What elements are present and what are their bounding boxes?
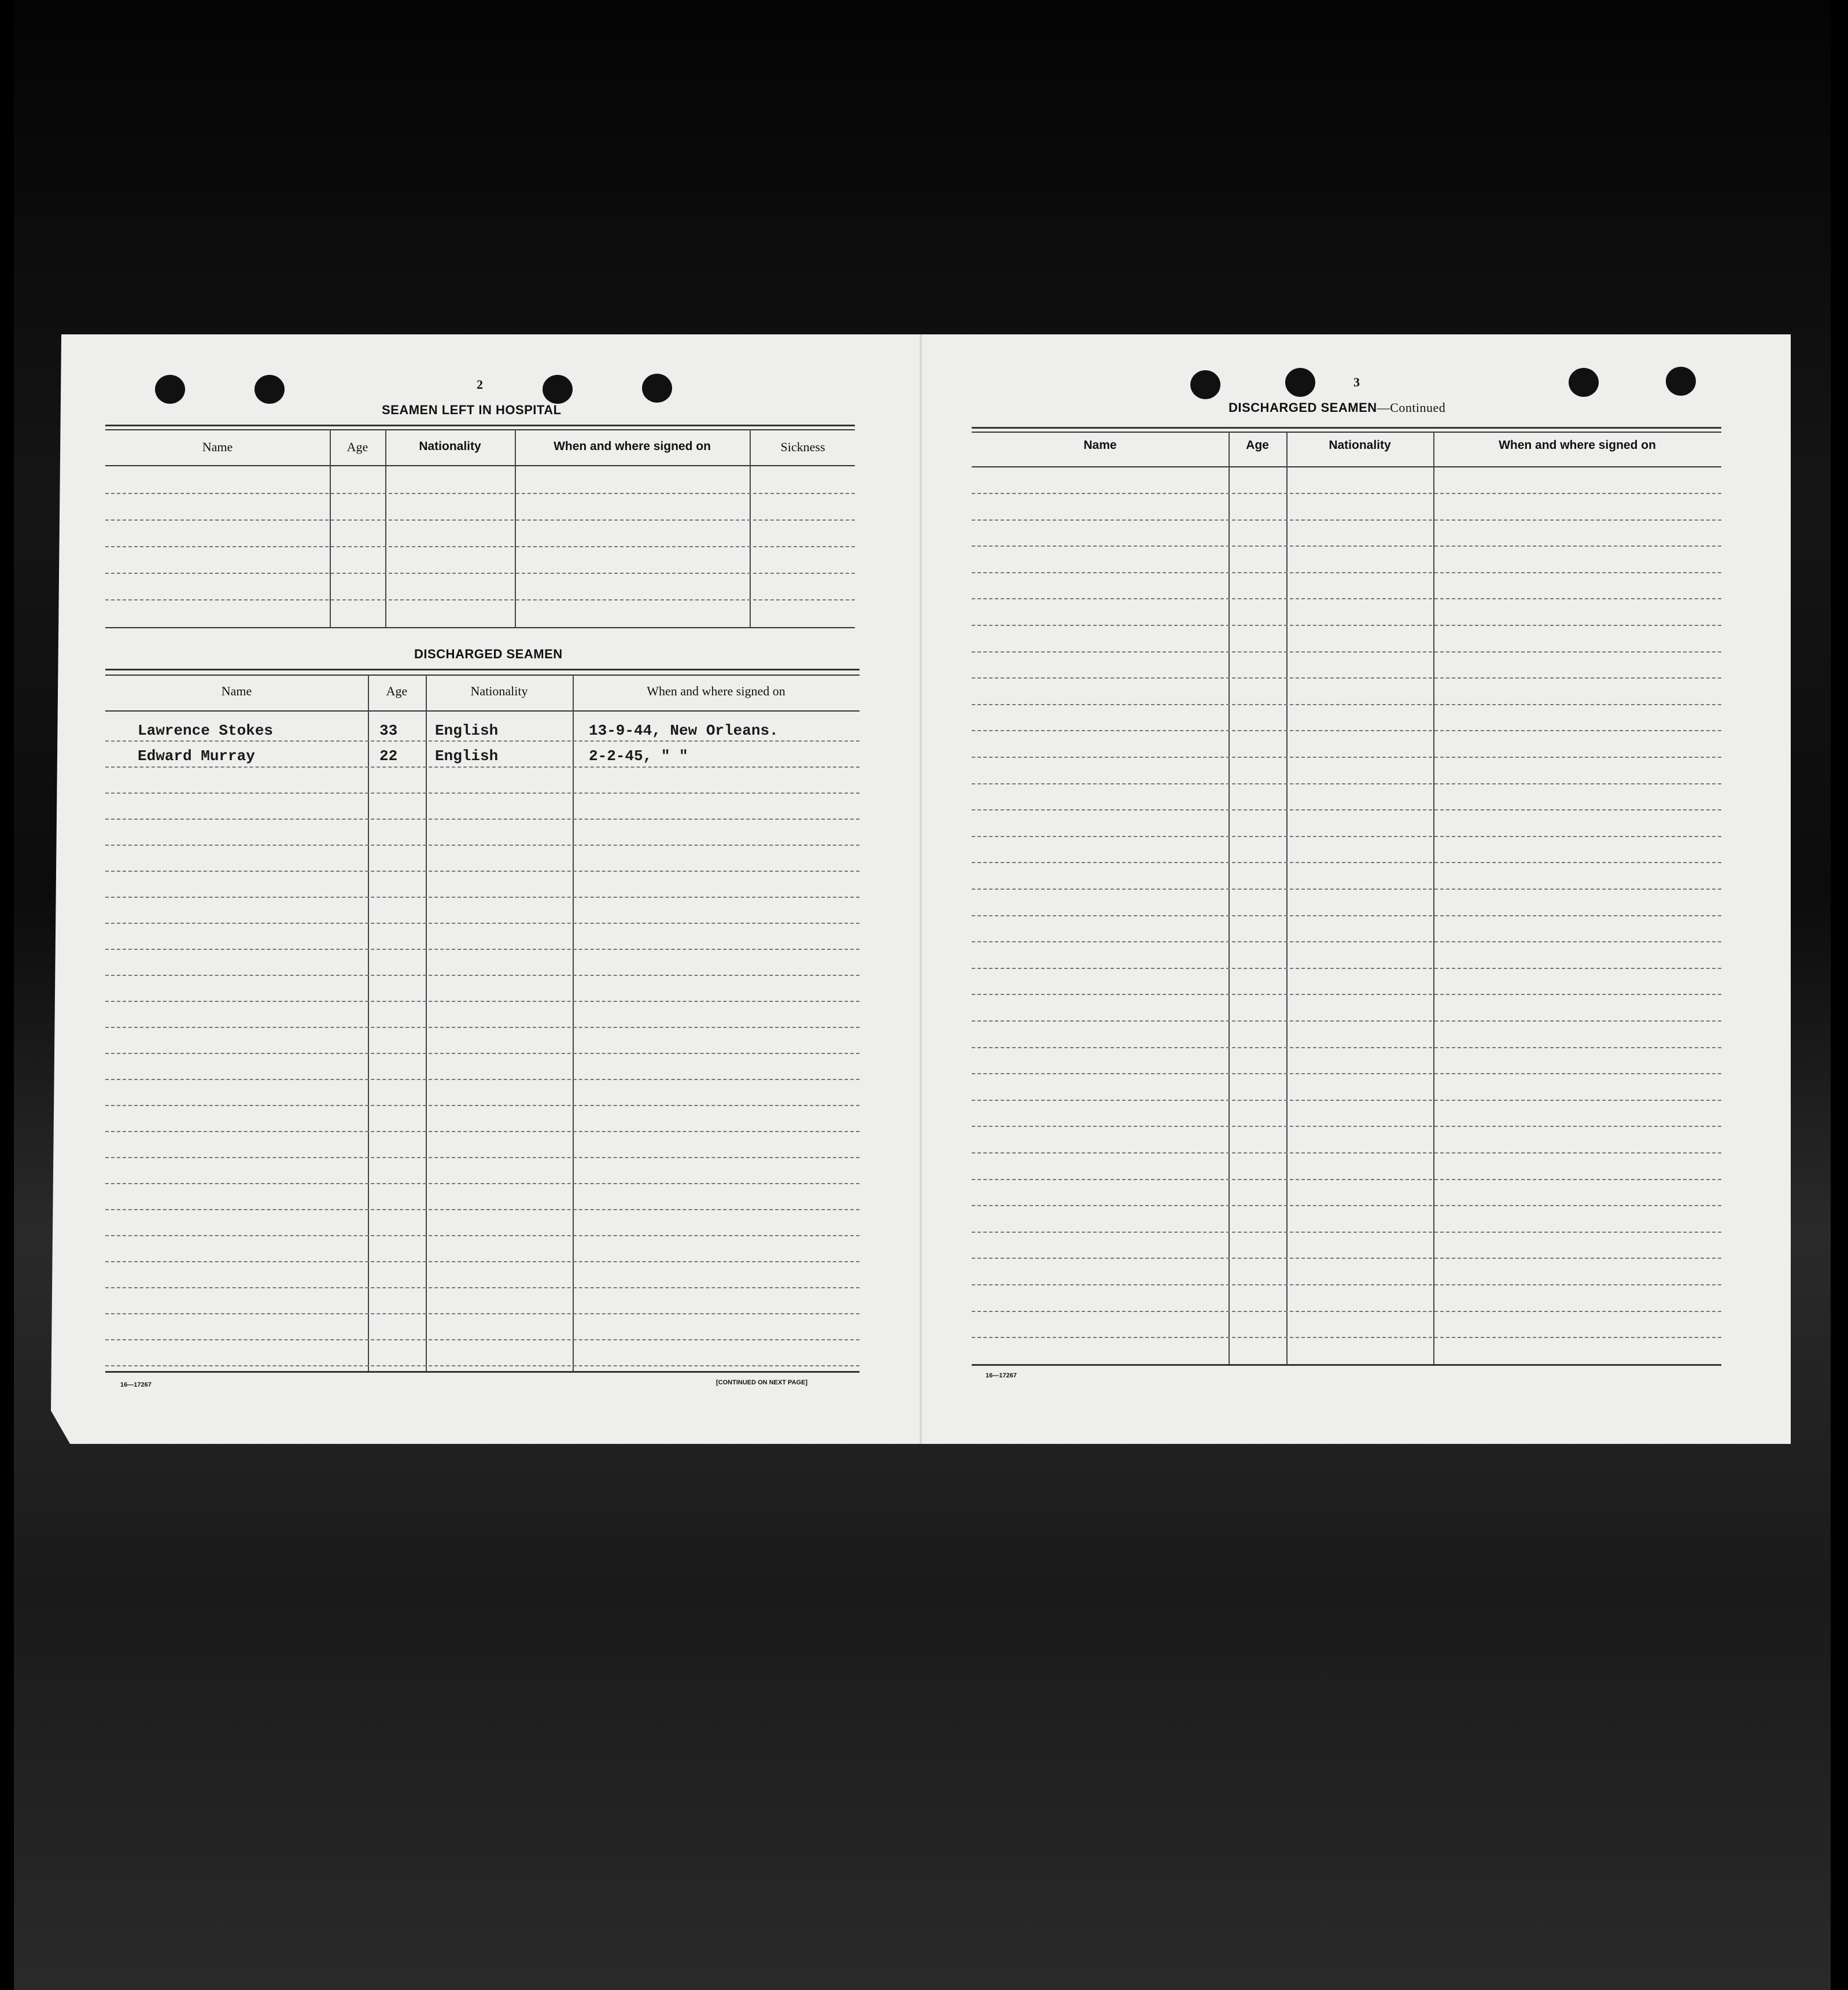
discharged-header-name: Name [221,684,252,698]
hospital-column-divider [750,429,751,627]
ruled-line [972,1020,1721,1022]
hospital-table-top-rule [105,429,855,430]
hospital-column-divider [385,429,386,627]
hospital-column-divider [330,429,331,627]
punch-hole [254,375,285,404]
table-row-1-name: Lawrence Stokes [138,722,274,739]
ruled-line [105,793,860,794]
ruled-line [972,1311,1721,1312]
hospital-table-top-rule [105,425,855,426]
right-table-top-rule [972,427,1721,429]
ruled-line [972,1073,1721,1074]
discharged-continued-title-suffix: —Continued [1377,400,1446,415]
right-table-top-rule [972,432,1721,433]
discharged-header-rule [105,710,860,712]
punch-hole [155,375,185,404]
ruled-line [972,757,1721,758]
ruled-line [972,1100,1721,1101]
right-header-signed-on: When and where signed on [1499,438,1656,452]
ruled-line [105,871,860,872]
ruled-line [105,546,855,547]
ruled-line [972,968,1721,969]
ruled-line [972,1152,1721,1154]
table-row-2-age: 22 [379,747,398,765]
ruled-line [105,573,855,574]
ruled-line [105,923,860,924]
right-header-name: Name [1083,438,1117,452]
page-number-left: 2 [477,377,483,392]
hospital-header-age: Age [346,440,368,454]
ruled-line [972,809,1721,810]
continued-note: [CONTINUED ON NEXT PAGE] [716,1379,808,1386]
ruled-line [972,730,1721,731]
ruled-line [972,1205,1721,1206]
ruled-line [972,836,1721,837]
table-row-1-nationality: English [435,722,499,739]
ruled-line [105,519,855,521]
ruled-line [105,493,855,494]
hospital-header-signed-on: When and where signed on [554,440,711,453]
ruled-line [105,819,860,820]
punch-hole [1666,367,1696,396]
ruled-line [105,1313,860,1314]
ruled-line [105,845,860,846]
discharged-table-top-rule [105,675,860,676]
discharged-section-title: DISCHARGED SEAMEN [414,647,563,661]
table-row-2-nationality: English [435,747,499,765]
ruled-line [972,1126,1721,1127]
right-column-divider [1433,432,1434,1364]
right-header-age: Age [1246,438,1269,452]
hospital-header-nationality: Nationality [419,440,481,453]
table-row-2-signed-on: 2-2-45, " " [589,747,688,765]
ruled-line [972,1179,1721,1180]
ruled-line [972,546,1721,547]
ruled-line [105,1261,860,1262]
ruled-line [105,599,855,600]
ruled-line [105,1079,860,1080]
ruled-line [105,1053,860,1054]
page-number-right: 3 [1353,375,1360,389]
ruled-line [972,1047,1721,1048]
form-number-right: 16—17267 [986,1372,1017,1379]
discharged-column-divider [368,675,369,1371]
ruled-line [972,915,1721,916]
punch-hole [1285,368,1315,397]
ruled-line [972,572,1721,573]
ruled-line [105,1287,860,1288]
ruled-line [972,625,1721,626]
ruled-line [972,941,1721,942]
ruled-line [972,889,1721,890]
discharged-header-age: Age [386,684,408,698]
ruled-line [972,598,1721,599]
table-row-2-name: Edward Murray [138,747,255,765]
hospital-header-sickness: Sickness [780,440,825,454]
ruled-line [972,1258,1721,1259]
hospital-header-rule [105,465,855,466]
ruled-line [972,651,1721,653]
form-number-left: 16—17267 [120,1381,152,1388]
ruled-line [105,766,860,768]
right-header-rule [972,466,1721,467]
ruled-line [972,783,1721,784]
ruled-line [105,975,860,976]
ruled-line [972,677,1721,679]
center-fold [920,334,922,1444]
film-border-right [1831,0,1848,1990]
discharged-header-signed-on: When and where signed on [647,684,785,698]
hospital-table-bottom-rule [105,627,855,628]
right-header-nationality: Nationality [1329,438,1391,452]
ruled-line [972,1337,1721,1338]
discharged-table-top-rule [105,669,860,670]
ruled-line [105,1339,860,1340]
table-row-1-signed-on: 13-9-44, New Orleans. [589,722,779,739]
punch-hole [1190,370,1220,399]
discharged-continued-title-main: DISCHARGED SEAMEN [1229,400,1377,415]
ruled-line [105,1157,860,1158]
ruled-line [105,1001,860,1002]
right-table-bottom-rule [972,1364,1721,1366]
ruled-line [972,519,1721,521]
right-column-divider [1229,432,1230,1364]
discharged-column-divider [426,675,427,1371]
hospital-section-title: SEAMEN LEFT IN HOSPITAL [382,403,562,417]
table-row-1-age: 33 [379,722,398,739]
punch-hole [642,374,672,403]
ruled-line [972,994,1721,995]
punch-hole [543,375,573,404]
ruled-line [105,1209,860,1210]
ruled-line [105,1365,860,1366]
ruled-line [105,897,860,898]
ruled-line [105,1105,860,1106]
ruled-line [972,1284,1721,1285]
punch-hole [1569,368,1599,397]
hospital-header-name: Name [202,440,233,454]
discharged-continued-title [1229,400,1445,415]
ruled-line [105,740,860,742]
discharged-table-bottom-rule [105,1371,860,1373]
hospital-column-divider [515,429,516,627]
ruled-line [105,949,860,950]
right-column-divider [1286,432,1288,1364]
ruled-line [105,1183,860,1184]
ruled-line [972,493,1721,494]
ruled-line [105,1235,860,1236]
ruled-line [105,1131,860,1132]
ruled-line [972,704,1721,705]
film-border-left [0,0,14,1990]
discharged-header-nationality: Nationality [470,684,528,698]
ruled-line [972,1232,1721,1233]
discharged-column-divider [573,675,574,1371]
ruled-line [105,1027,860,1028]
ruled-line [972,862,1721,863]
